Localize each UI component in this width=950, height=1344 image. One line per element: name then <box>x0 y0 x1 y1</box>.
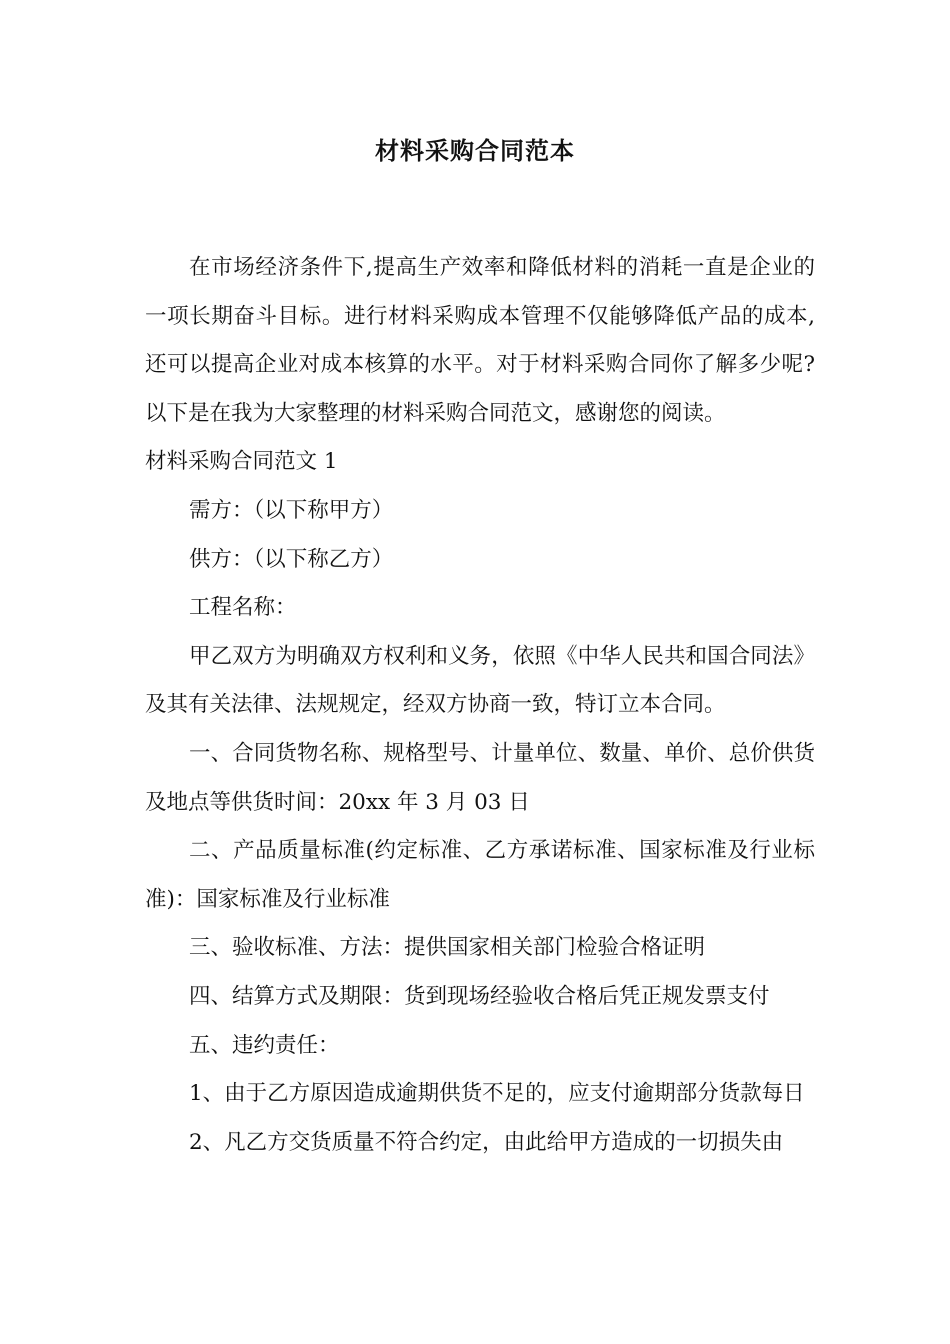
clause-5: 五、违约责任： <box>189 1032 340 1058</box>
supplier-line: 供方：（以下称乙方） <box>189 546 394 572</box>
section-heading: 材料采购合同范文 1 <box>145 449 338 475</box>
intro-paragraph: 在市场经济条件下,提高生产效率和降低材料的消耗一直是企业的一项长期奋斗目标。进行材料采购成本管理不仅能够降低产品的成本,还可以提高企业对成本核算的水平。对于材料采购合同你了解多少呢?以下是在我为大家整理的材料采购合同范文，感谢您的阅读。 <box>145 255 815 426</box>
document-body <box>145 244 815 1167</box>
contract-preamble: 甲乙双方为明确双方权利和义务，依照《中华人民共和国合同法》及其有关法律、法规规定，经双方协商一致，特订立本合同。 <box>145 643 815 718</box>
clause-4: 四、结算方式及期限：货到现场经验收合格后凭正规发票支付 <box>189 983 770 1009</box>
clause-2: 二、产品质量标准(约定标准、乙方承诺标准、国家标准及行业标准)：国家标准及行业标准 <box>145 838 815 912</box>
project-name-line: 工程名称： <box>189 595 297 621</box>
clause-3: 三、验收标准、方法：提供国家相关部门检验合格证明 <box>189 935 706 961</box>
buyer-line: 需方：（以下称甲方） <box>189 497 394 523</box>
clause-5-item-2: 2、凡乙方交货质量不符合约定，由此给甲方造成的一切损失由 <box>189 1129 784 1155</box>
document-title: 材料采购合同范本 <box>375 137 575 165</box>
clause-1: 一、合同货物名称、规格型号、计量单位、数量、单价、总价供货及地点等供货时间：20xx 年 3 月 03 日 <box>145 740 815 815</box>
clause-5-item-1: 1、由于乙方原因造成逾期供货不足的，应支付逾期部分货款每日 <box>189 1081 805 1107</box>
